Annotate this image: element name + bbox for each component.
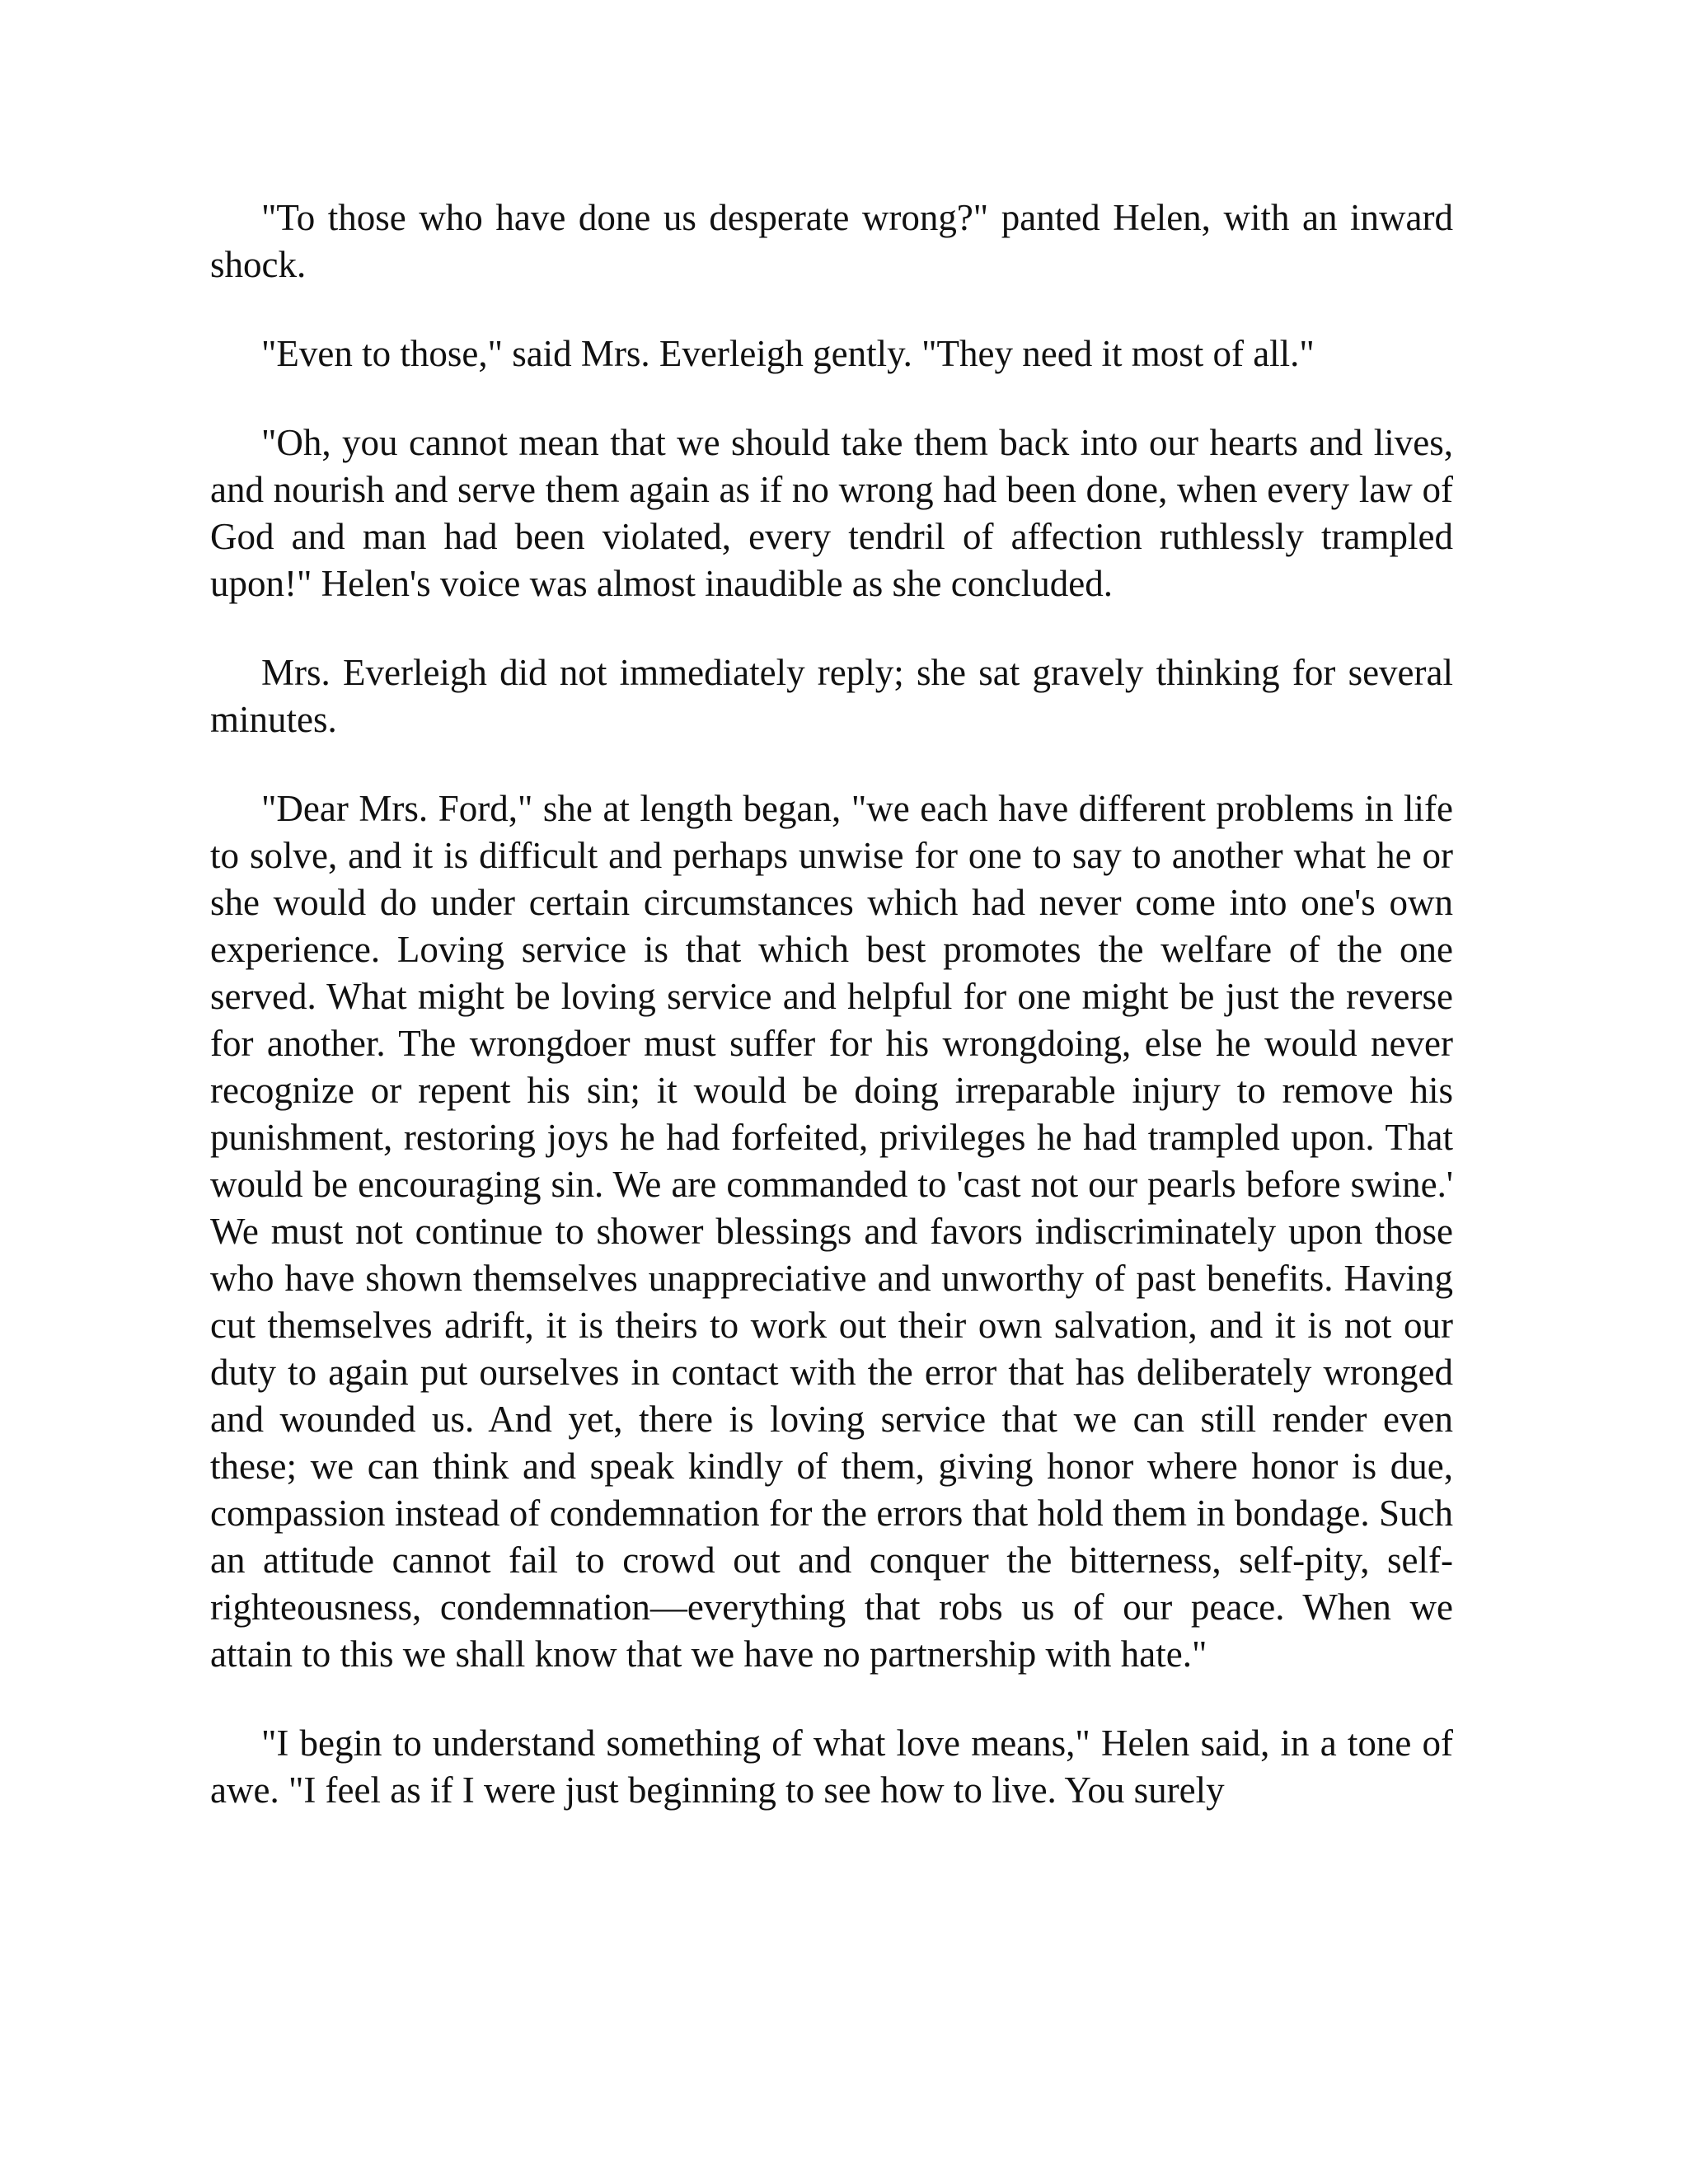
paragraph-1: "To those who have done us desperate wrong?" panted Helen, with an inward shock. <box>210 197 1453 285</box>
paragraph-6: "I begin to understand something of what love means," Helen said, in a tone of awe. "I feel as if I were just beginning to see how to live. You surely <box>210 1722 1453 1811</box>
paragraph-4: Mrs. Everleigh did not immediately reply; she sat gravely thinking for several minutes. <box>210 652 1453 740</box>
paragraph-2: "Even to those," said Mrs. Everleigh gently. "They need it most of all." <box>261 333 1315 374</box>
paragraph-5: "Dear Mrs. Ford," she at length began, "we each have different problems in life to solve, and it is difficult and perhaps unwise for one to say to another what he or she would do under certain circumstances which had never come into one's own experience. Loving service is that which best promotes the welfare of the one served. What might be loving service and helpful for one might be just the reverse for another. The wrongdoer must suffer for his wrongdoing, else he would never recognize or repent his sin; it would be doing irreparable injury to remove his punishment, restoring joys he had forfeited, privileges he had trampled upon. That would be encouraging sin. We are commanded to 'cast not our pearls before swine.' We must not continue to shower blessings and favors indiscriminately upon those who have shown themselves unappreciative and unworthy of past benefits. Having cut themselves adrift, it is theirs to work out their own salvation, and it is not our duty to again put ourselves in contact with the error that has deliberately wronged and wounded us. And yet, there is loving service that we can still render even these; we can think and speak kindly of them, giving honor where honor is due, compassion instead of condemnation for the errors that hold them in bondage. Such an attitude cannot fail to crowd out and conquer the bitterness, self-pity, self-righteousness, condemnation—everything that robs us of our peace. When we attain to this we shall know that we have no partnership with hate." <box>210 788 1453 1675</box>
page-body <box>210 194 1453 1814</box>
paragraph-3: "Oh, you cannot mean that we should take them back into our hearts and lives, and nourish and serve them again as if no wrong had been done, when every law of God and man had been violated, every tendril of affection ruthlessly trampled upon!" Helen's voice was almost inaudible as she concluded. <box>210 422 1453 604</box>
